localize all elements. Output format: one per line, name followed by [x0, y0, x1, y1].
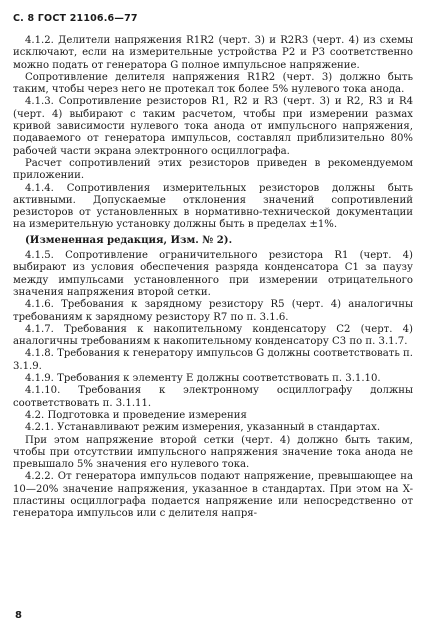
paragraph-4-1-8: 4.1.8. Требования к генератору импульсов G должны соответствовать п. 3.1.9.: [13, 348, 413, 372]
paragraph-second-grid-voltage: При этом напряжение второй сетки (черт. 4) должно быть таким, чтобы при отсутствии импульсного напряжения значение тока анода не превышало 5% значения его нулевого тока.: [13, 434, 413, 471]
paragraph-4-1-6: 4.1.6. Требования к зарядному резистору R5 (черт. 4) аналогичны требованиям к зарядному резистору R7 по п. 3.1.6.: [13, 299, 413, 323]
paragraph-4-2-2: 4.2.2. От генератора импульсов подают напряжение, превышающее на 10—20% значение напряжения, указанное в стандартах. При этом на X-пластины осциллографа подается напряжение или непосредственно от генератора импульсов или с делителя напря-: [13, 471, 413, 520]
page-header: С. 8 ГОСТ 21106.6—77: [13, 13, 138, 24]
paragraph-4-1-3: 4.1.3. Сопротивление резисторов R1, R2 и R3 (черт. 3) и R2, R3 и R4 (черт. 4) выбирают с таким расчетом, чтобы при измерении размах кривой зависимости нулевого тока анода от импульсного напряжения, подаваемого от генератора импульсов, составлял приблизительно 80% рабочей части экрана электронного осциллографа.: [13, 96, 413, 157]
paragraph-4-1-9: 4.1.9. Требования к элементу E должны соответствовать п. 3.1.10.: [25, 373, 381, 385]
paragraph-4-1-4: 4.1.4. Сопротивления измерительных резисторов должны быть активными. Допускаемые отклонения значений сопротивлений резисторов от установленных в нормативно-технической документации на измерительную установку должны быть в пределах ±1%.: [13, 182, 413, 231]
paragraph-4-1-2: 4.1.2. Делители напряжения R1R2 (черт. 3) и R2R3 (черт. 4) из схемы исключают, если на измерительные устройства P2 и P3 соответственно можно подать от генератора G полное импульсное напряжение.: [13, 35, 413, 71]
section-heading-4-2: 4.2. Подготовка и проведение измерения: [25, 409, 247, 421]
amendment-note: (Измененная редакция, Изм. № 2).: [25, 234, 233, 246]
paragraph-4-1-5: 4.1.5. Сопротивление ограничительного резистора R1 (черт. 4) выбирают из условия обеспечения разряда конденсатора C1 за паузу между импульсами установленного при измерении отрицательного значения напряжения второй сетки.: [13, 250, 413, 298]
page-number: 8: [15, 610, 22, 621]
paragraph-divider-resistance: Сопротивление делителя напряжения R1R2 (черт. 3) должно быть таким, чтобы через него не протекал ток более 5% нулевого тока анода.: [13, 71, 413, 96]
paragraph-4-1-10: 4.1.10. Требования к электронному осциллографу должны соответствовать п. 3.1.11.: [13, 385, 413, 409]
document-body: [13, 35, 413, 521]
paragraph-calculation-note: Расчет сопротивлений этих резисторов приведен в рекомендуемом приложении.: [13, 157, 413, 182]
paragraph-4-1-7: 4.1.7. Требования к накопительному конденсатору C2 (черт. 4) аналогичны требованиям к накопительному конденсатору C3 по п. 3.1.7.: [13, 323, 413, 348]
paragraph-4-2-1: 4.2.1. Устанавливают режим измерения, указанный в стандартах.: [25, 422, 381, 434]
